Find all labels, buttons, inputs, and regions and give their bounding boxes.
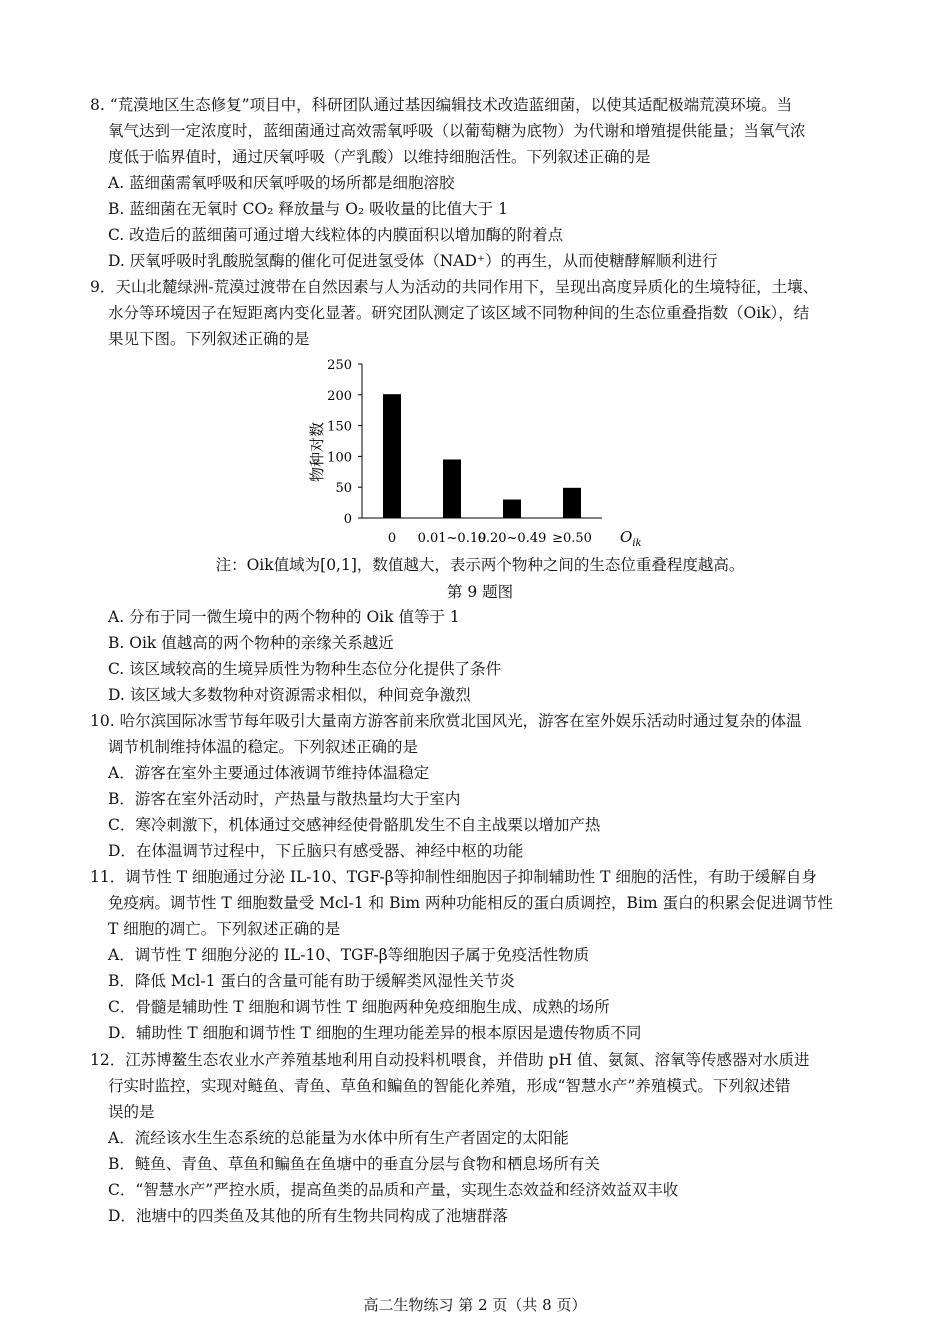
y-tick-label: 0 [343, 512, 352, 527]
q11-stem-line: 11．调节性 T 细胞通过分泌 IL-10、TGF-β等抑制性细胞因子抑制辅助性 T 细胞的活性，有助于缓解自身 [90, 868, 817, 886]
q10-option-b: B．游客在室外活动时，产热量与散热量均大于室内 [108, 790, 461, 808]
q12-stem-line: 行实时监控，实现对鲢鱼、青鱼、草鱼和鳊鱼的智能化养殖，形成“智慧水产”养殖模式。下列叙述错 [108, 1077, 791, 1095]
bar-3 [563, 488, 581, 518]
q11-option-c: C．骨髓是辅助性 T 细胞和调节性 T 细胞两种免疫细胞生成、成熟的场所 [108, 998, 610, 1016]
question-9-options [90, 604, 870, 708]
q9-stem-line: 9．天山北麓绿洲-荒漠过渡带在自然因素与人为活动的共同作用下，呈现出高度异质化的生境特征，土壤、 [90, 278, 819, 296]
q12-stem-line: 12．江苏博鳌生态农业水产养殖基地利用自动投料机喂食，并借助 pH 值、氨氮、溶氧等传感器对水质进 [90, 1051, 810, 1069]
q9-option-b: B. Oik 值越高的两个物种的亲缘关系越近 [108, 634, 394, 652]
bar-0 [383, 394, 401, 518]
q8-option-d: D. 厌氧呼吸时乳酸脱氢酶的催化可促进氢受体（NAD⁺）的再生，从而使糖酵解顺利进行 [108, 252, 718, 270]
q10-option-d: D．在体温调节过程中，下丘脑只有感受器、神经中枢的功能 [108, 842, 524, 860]
question-12 [90, 1047, 870, 1229]
q10-stem-line: 10. 哈尔滨国际冰雪节每年吸引大量南方游客前来欣赏北国风光，游客在室外娱乐活动时通过复杂的体温 [90, 712, 802, 730]
q12-stem-line: 误的是 [108, 1103, 155, 1121]
q8-stem-line: 度低于临界值时，通过厌氧呼吸（产乳酸）以维持细胞活性。下列叙述正确的是 [108, 148, 651, 166]
q11-stem-line: T 细胞的凋亡。下列叙述正确的是 [108, 920, 341, 938]
page-footer: 高二生物练习 第 2 页（共 8 页） [363, 1296, 587, 1314]
x-tick-label: ≥0.50 [552, 531, 592, 546]
q8-option-c: C. 改造后的蓝细菌可通过增大线粒体的内膜面积以增加酶的附着点 [108, 226, 564, 244]
q8-stem-line: 氧气达到一定浓度时，蓝细菌通过高效需氧呼吸（以葡萄糖为底物）为代谢和增殖提供能量；当氧气浓 [108, 122, 806, 140]
q11-option-a: A．调节性 T 细胞分泌的 IL-10、TGF-β等细胞因子属于免疫活性物质 [108, 946, 590, 964]
figure-9-caption: 第 9 题图 [446, 583, 514, 601]
q8-stem-line: 8. “荒漠地区生态修复”项目中，科研团队通过基因编辑技术改造蓝细菌，以使其适配极端荒漠环境。当 [90, 96, 793, 114]
q10-option-a: A．游客在室外主要通过体液调节维持体温稳定 [108, 764, 430, 782]
q8-option-b: B. 蓝细菌在无氧时 CO₂ 释放量与 O₂ 吸收量的比值大于 1 [108, 200, 508, 218]
y-tick-label: 100 [327, 450, 352, 466]
q9-stem-line: 水分等环境因子在短距离内变化显著。研究团队测定了该区域不同物种间的生态位重叠指数（Oik），结 [108, 304, 810, 322]
y-tick-label: 50 [335, 481, 352, 497]
q9-option-a: A. 分布于同一微生境中的两个物种的 Oik 值等于 1 [108, 608, 460, 626]
x-tick-label: 0.20~0.49 [477, 531, 547, 546]
q11-option-b: B．降低 Mcl-1 蛋白的含量可能有助于缓解类风湿性关节炎 [108, 972, 515, 990]
q11-option-d: D．辅助性 T 细胞和调节性 T 细胞的生理功能差异的根本原因是遗传物质不同 [108, 1024, 642, 1042]
x-axis-label: $O_{ik}$ [620, 528, 642, 549]
q9-option-d: D. 该区域大多数物种对资源需求相似，种间竞争激烈 [108, 686, 471, 704]
question-8 [90, 92, 870, 274]
q8-option-a: A. 蓝细菌需氧呼吸和厌氧呼吸的场所都是细胞溶胶 [108, 174, 455, 192]
y-tick-label: 250 [327, 358, 352, 373]
x-tick-label: 0.01~0.19 [417, 531, 487, 546]
q9-stem-line: 果见下图。下列叙述正确的是 [108, 330, 310, 348]
q12-option-a: A．流经该水生生态系统的总能量为水体中所有生产者固定的太阳能 [108, 1129, 569, 1147]
question-11 [90, 864, 870, 1046]
x-tick-label: 0 [387, 531, 397, 546]
question-10 [90, 708, 870, 864]
q12-option-d: D．池塘中的四类鱼及其他的所有生物共同构成了池塘群落 [108, 1207, 508, 1225]
bar-chart [290, 352, 660, 552]
q10-option-c: C．寒冷刺激下，机体通过交感神经使骨骼肌发生不自主战栗以增加产热 [108, 816, 601, 834]
question-9 [90, 274, 870, 352]
q12-option-c: C．“智慧水产”严控水质，提高鱼类的品质和产量，实现生态效益和经济效益双丰收 [108, 1181, 679, 1199]
bar-1 [443, 459, 461, 518]
bar-2 [503, 500, 521, 518]
y-axis-label: 物种对数 [308, 421, 326, 483]
y-tick-label: 200 [327, 388, 352, 404]
q12-option-b: B．鲢鱼、青鱼、草鱼和鳊鱼在鱼塘中的垂直分层与食物和栖息场所有关 [108, 1155, 600, 1173]
q10-stem-line: 调节机制维持体温的稳定。下列叙述正确的是 [108, 738, 419, 756]
figure-9-note: 注：Oik值域为[0,1]，数值越大，表示两个物种之间的生态位重叠程度越高。 [215, 556, 745, 574]
q9-option-c: C. 该区域较高的生境异质性为物种生态位分化提供了条件 [108, 660, 502, 678]
y-tick-label: 150 [327, 419, 352, 435]
figure-9-chart [290, 352, 660, 552]
q11-stem-line: 免疫病。调节性 T 细胞数量受 Mcl-1 和 Bim 两种功能相反的蛋白质调控，Bim 蛋白的积累会促进调节性 [108, 894, 834, 912]
